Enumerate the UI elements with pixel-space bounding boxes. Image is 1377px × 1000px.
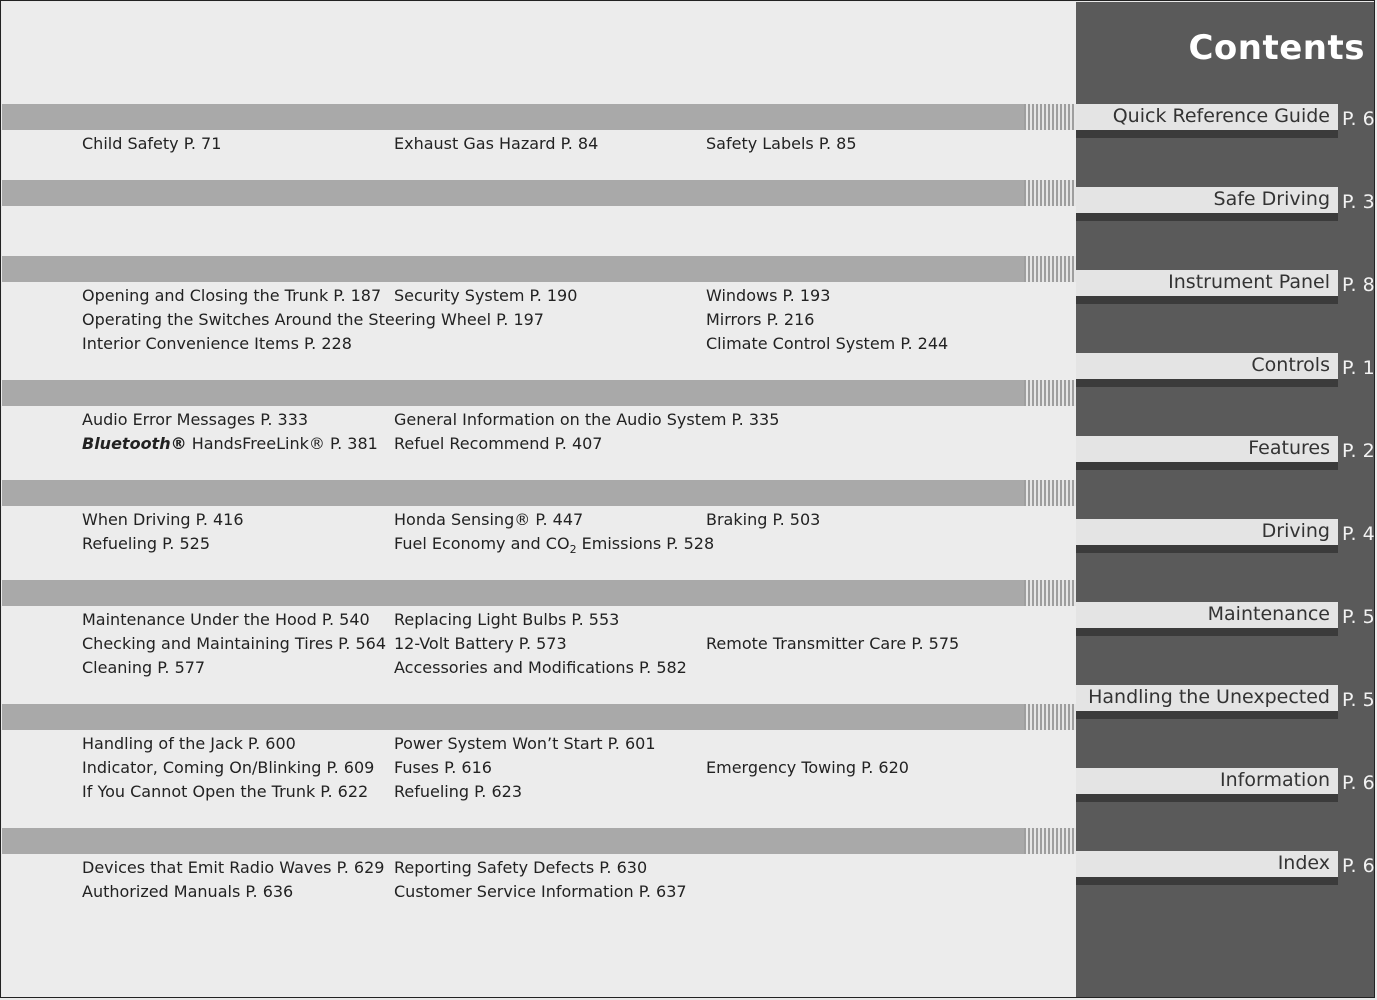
toc-link[interactable]: Braking P. 503 (706, 510, 821, 529)
toc-link[interactable]: Safety Labels P. 85 (706, 134, 857, 153)
co2-subscript: 2 (569, 543, 577, 557)
tab-page-number: P. 3 (1342, 191, 1375, 213)
toc-link[interactable]: Maintenance Under the Hood P. 540 (82, 610, 370, 629)
toc-link[interactable]: If You Cannot Open the Trunk P. 622 (82, 782, 369, 801)
toc-link[interactable]: Cleaning P. 577 (82, 658, 206, 677)
tab-page-number: P. 4 (1342, 523, 1375, 545)
tab-page-number: P. 8 (1342, 274, 1375, 296)
toc-link[interactable]: Remote Transmitter Care P. 575 (706, 634, 960, 653)
tab-label: Safe Driving (1213, 188, 1330, 210)
tab-label: Quick Reference Guide (1112, 105, 1330, 127)
toc-link[interactable]: 12-Volt Battery P. 573 (394, 634, 567, 653)
toc-link[interactable]: Refueling P. 623 (394, 782, 522, 801)
toc-link[interactable]: Honda Sensing® P. 447 (394, 510, 584, 529)
tab-label: Index (1277, 852, 1330, 874)
toc-link[interactable]: Operating the Switches Around the Steering Wheel P. 197 (82, 310, 544, 329)
toc-link[interactable]: Windows P. 193 (706, 286, 831, 305)
bluetooth-label: Bluetooth® (82, 434, 187, 453)
toc-link[interactable]: Checking and Maintaining Tires P. 564 (82, 634, 387, 653)
page-title: Contents (1188, 28, 1365, 68)
tab-page-number: P. 2 (1342, 440, 1375, 462)
toc-link[interactable]: Refuel Recommend P. 407 (394, 434, 603, 453)
tab-page-number: P. 1 (1342, 357, 1375, 379)
tab-label: Information (1220, 769, 1330, 791)
tab-label: Handling the Unexpected (1088, 686, 1330, 708)
toc-link[interactable]: Child Safety P. 71 (82, 134, 222, 153)
tab-page-number: P. 5 (1342, 689, 1375, 711)
toc-link[interactable]: Opening and Closing the Trunk P. 187 (82, 286, 382, 305)
tab-label: Features (1248, 437, 1330, 459)
toc-link[interactable]: Exhaust Gas Hazard P. 84 (394, 134, 599, 153)
toc-link[interactable]: Climate Control System P. 244 (706, 334, 949, 353)
toc-link[interactable]: Security System P. 190 (394, 286, 578, 305)
toc-link-text: Fuel Economy and CO (394, 534, 570, 553)
tab-page-number: P. 6 (1342, 108, 1375, 130)
toc-link[interactable]: Emergency Towing P. 620 (706, 758, 909, 777)
tab-label: Controls (1251, 354, 1330, 376)
tab-label: Driving (1261, 520, 1330, 542)
toc-link[interactable]: Customer Service Information P. 637 (394, 882, 687, 901)
toc-link[interactable]: Accessories and Modifications P. 582 (394, 658, 687, 677)
toc-link[interactable]: Refueling P. 525 (82, 534, 210, 553)
toc-link[interactable]: Interior Convenience Items P. 228 (82, 334, 352, 353)
toc-link[interactable]: Power System Won’t Start P. 601 (394, 734, 656, 753)
toc-link[interactable]: Mirrors P. 216 (706, 310, 815, 329)
tab-page-number: P. 5 (1342, 606, 1375, 628)
toc-link[interactable]: Handling of the Jack P. 600 (82, 734, 296, 753)
toc-link-text: Emissions P. 528 (581, 534, 715, 553)
toc-link[interactable]: Authorized Manuals P. 636 (82, 882, 294, 901)
toc-link[interactable]: Replacing Light Bulbs P. 553 (394, 610, 620, 629)
tab-page-number: P. 6 (1342, 772, 1375, 794)
tab-label: Instrument Panel (1168, 271, 1330, 293)
toc-link[interactable]: General Information on the Audio System P. 335 (394, 410, 780, 429)
toc-link[interactable]: Fuses P. 616 (394, 758, 492, 777)
toc-link[interactable]: Reporting Safety Defects P. 630 (394, 858, 648, 877)
toc-link[interactable]: Indicator, Coming On/Blinking P. 609 (82, 758, 375, 777)
toc-link-text: HandsFreeLink® P. 381 (191, 434, 378, 453)
tab-page-number: P. 6 (1342, 855, 1375, 877)
toc-link[interactable]: Devices that Emit Radio Waves P. 629 (82, 858, 385, 877)
tab-label: Maintenance (1207, 603, 1330, 625)
toc-link[interactable]: Audio Error Messages P. 333 (82, 410, 309, 429)
toc-link[interactable]: When Driving P. 416 (82, 510, 244, 529)
